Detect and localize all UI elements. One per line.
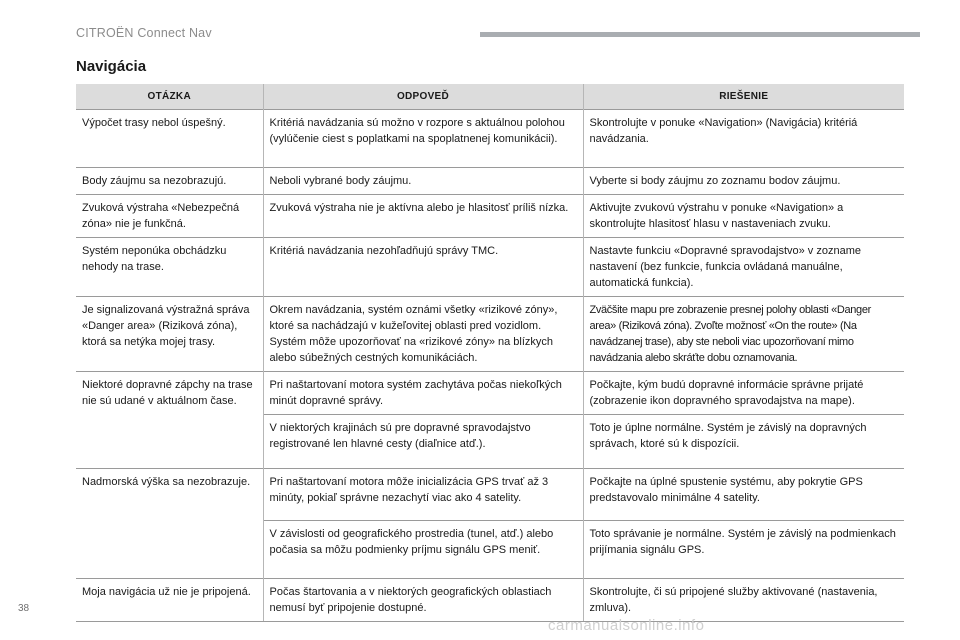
answer-cell: Pri naštartovaní motora môže inicializácia GPS trvať až 3 minúty, pokiaľ správne nezachytí viac ako 4 satelity.	[263, 468, 583, 520]
answer-cell: Počas štartovania a v niektorých geografických oblastiach nemusí byť pripojenie dostupné.	[263, 578, 583, 621]
table-row	[76, 468, 904, 520]
solution-cell: Aktivujte zvukovú výstrahu v ponuke «Navigation» a skontrolujte hlasitosť hlasu v nastaveniach zvuku.	[583, 194, 904, 237]
page-number: 38	[18, 603, 30, 614]
column-header-solution: RIEŠENIE	[583, 84, 904, 109]
column-header-question: OTÁZKA	[76, 84, 263, 109]
question-cell: Výpočet trasy nebol úspešný.	[76, 109, 263, 167]
troubleshooting-table	[76, 84, 904, 622]
question-cell: Nadmorská výška sa nezobrazuje.	[76, 468, 263, 520]
solution-cell: Nastavte funkciu «Dopravné spravodajstvo» v zozname nastavení (bez funkcie, funkcia ovládaná manuálne, automatická funkcia).	[583, 237, 904, 296]
table-row	[76, 296, 904, 371]
solution-cell: Toto správanie je normálne. Systém je závislý na podmienkach prijímania signálu GPS.	[583, 520, 904, 578]
answer-cell: Neboli vybrané body záujmu.	[263, 167, 583, 194]
section-title: Navigácia	[76, 58, 147, 75]
watermark-text: carmanualsonline.info	[548, 617, 705, 634]
table-row	[76, 371, 904, 414]
solution-cell: Skontrolujte v ponuke «Navigation» (Navigácia) kritériá navádzania.	[583, 109, 904, 167]
table-row	[76, 520, 904, 578]
column-header-answer: ODPOVEĎ	[263, 84, 583, 109]
table-row	[76, 167, 904, 194]
question-cell-continued	[76, 414, 263, 468]
answer-cell: Kritériá navádzania nezohľadňujú správy TMC.	[263, 237, 583, 296]
answer-cell: V závislosti od geografického prostredia (tunel, atď.) alebo počasia sa môžu podmienky príjmu signálu GPS meniť.	[263, 520, 583, 578]
table-row	[76, 194, 904, 237]
table-header-row	[76, 84, 904, 109]
solution-cell: Počkajte, kým budú dopravné informácie správne prijaté (zobrazenie ikon dopravného spravodajstva na mape).	[583, 371, 904, 414]
question-cell: Body záujmu sa nezobrazujú.	[76, 167, 263, 194]
question-cell: Moja navigácia už nie je pripojená.	[76, 578, 263, 621]
solution-cell: Vyberte si body záujmu zo zoznamu bodov záujmu.	[583, 167, 904, 194]
question-cell: Niektoré dopravné zápchy na trase nie sú udané v aktuálnom čase.	[76, 371, 263, 414]
answer-cell: Pri naštartovaní motora systém zachytáva počas niekoľkých minút dopravné správy.	[263, 371, 583, 414]
table-row	[76, 414, 904, 468]
solution-cell: Počkajte na úplné spustenie systému, aby pokrytie GPS predstavovalo minimálne 4 satelity.	[583, 468, 904, 520]
table-row	[76, 578, 904, 621]
solution-cell: Zväčšite mapu pre zobrazenie presnej polohy oblasti «Danger area» (Riziková zóna). Zvoľte možnosť «On the route» (Na navádzanej trase), aby ste neboli viac upozorňovaní mimo navádzania alebo skráťte dobu oznamovania.	[583, 296, 904, 371]
answer-cell: V niektorých krajinách sú pre dopravné spravodajstvo registrované len hlavné cesty (diaľnice atď.).	[263, 414, 583, 468]
question-cell: Systém neponúka obchádzku nehody na trase.	[76, 237, 263, 296]
solution-cell: Toto je úplne normálne. Systém je závislý na dopravných správach, ktoré sú k dispozícii.	[583, 414, 904, 468]
table-row	[76, 237, 904, 296]
question-cell: Je signalizovaná výstražná správa «Danger area» (Riziková zóna), ktorá sa netýka mojej trasy.	[76, 296, 263, 371]
question-cell: Zvuková výstraha «Nebezpečná zóna» nie je funkčná.	[76, 194, 263, 237]
table-row	[76, 109, 904, 167]
solution-cell: Skontrolujte, či sú pripojené služby aktivované (nastavenia, zmluva).	[583, 578, 904, 621]
answer-cell: Zvuková výstraha nie je aktívna alebo je hlasitosť príliš nízka.	[263, 194, 583, 237]
answer-cell: Kritériá navádzania sú možno v rozpore s aktuálnou polohou (vylúčenie ciest s poplatkami na spoplatnenej komunikácii).	[263, 109, 583, 167]
answer-cell: Okrem navádzania, systém oznámi všetky «rizikové zóny», ktoré sa nachádzajú v kužeľovitej oblasti pred vozidlom. Systém môže upozorňovať na «rizikové zóny» na blízkych alebo súbežných cestných komunikáciách.	[263, 296, 583, 371]
header-divider	[480, 32, 920, 37]
manual-brand-title: CITROËN Connect Nav	[76, 26, 212, 40]
question-cell-continued	[76, 520, 263, 578]
